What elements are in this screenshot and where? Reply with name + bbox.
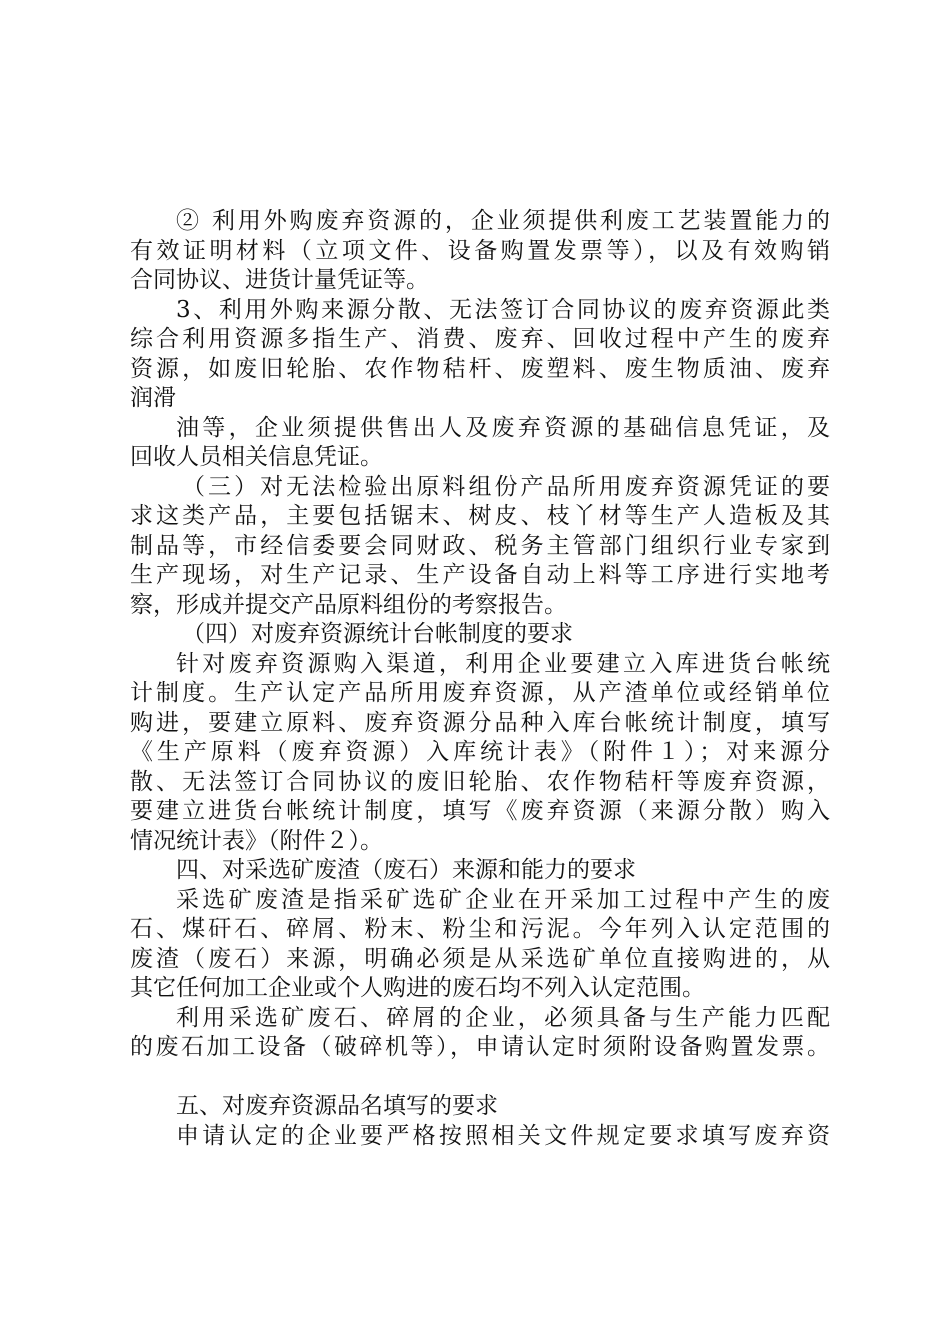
paragraph-line: 的废石加工设备（破碎机等），申请认定时须附设备购置发票。 bbox=[130, 1034, 830, 1060]
paragraph-line: 资源，如废旧轮胎、农作物秸杆、废塑料、废生物质油、废弃 bbox=[130, 355, 830, 382]
paragraph-line: 《生产原料（废弃资源）入库统计表》（附件１）；对来源分 bbox=[130, 739, 830, 765]
paragraph-line: 针对废弃资源购入渠道，利用企业要建立入库进货台帐统 bbox=[176, 650, 830, 677]
paragraph-line: 采选矿废渣是指采矿选矿企业在开采加工过程中产生的废 bbox=[176, 886, 830, 913]
section-heading: 四、对采选矿废渣（废石）来源和能力的要求 bbox=[176, 857, 636, 883]
paragraph-line: 购进，要建立原料、废弃资源分品种入库台帐统计制度，填写 bbox=[130, 709, 830, 736]
paragraph-line: 察，形成并提交产品原料组份的考察报告。 bbox=[130, 591, 567, 618]
paragraph-line: 废渣（废石）来源，明确必须是从采选矿单位直接购进的，从 bbox=[130, 945, 830, 972]
paragraph-line: 生产现场，对生产记录、生产设备自动上料等工序进行实地考 bbox=[130, 562, 830, 588]
blank-line bbox=[130, 1063, 830, 1093]
paragraph-line: 石、煤矸石、碎屑、粉末、粉尘和污泥。今年列入认定范围的 bbox=[130, 916, 830, 942]
paragraph-line: 综合利用资源多指生产、消费、废弃、回收过程中产生的废弃 bbox=[130, 326, 830, 352]
document-body bbox=[130, 207, 830, 1151]
paragraph-line: 回收人员相关信息凭证。 bbox=[130, 444, 383, 470]
paragraph-line: 申请认定的企业要严格按照相关文件规定要求填写废弃资 bbox=[176, 1122, 830, 1149]
paragraph-line: 润滑 bbox=[130, 385, 176, 411]
paragraph-line: 散、无法签订合同协议的废旧轮胎、农作物秸杆等废弃资源， bbox=[130, 768, 830, 795]
paragraph-line: 制品等，市经信委要会同财政、税务主管部门组织行业专家到 bbox=[130, 532, 830, 559]
section-heading: （四）对废弃资源统计台帐制度的要求 bbox=[182, 621, 573, 647]
paragraph-line: 计制度。生产认定产品所用废弃资源，从产渣单位或经销单位 bbox=[130, 680, 830, 706]
paragraph-line: 求这类产品，主要包括锯末、树皮、枝丫材等生产人造板及其 bbox=[130, 503, 830, 529]
paragraph-line: 其它任何加工企业或个人购进的废石均不列入认定范围。 bbox=[130, 975, 705, 1001]
paragraph-line: 合同协议、进货计量凭证等。 bbox=[130, 267, 429, 293]
paragraph-line: 利用采选矿废石、碎屑的企业，必须具备与生产能力匹配 bbox=[176, 1004, 830, 1031]
paragraph-line: 要建立进货台帐统计制度，填写《废弃资源（来源分散）购入 bbox=[130, 798, 830, 824]
section-heading: 五、对废弃资源品名填写的要求 bbox=[176, 1093, 498, 1119]
paragraph-line: 有效证明材料（立项文件、设备购置发票等），以及有效购销 bbox=[130, 237, 830, 264]
paragraph-line: ② 利用外购废弃资源的，企业须提供利废工艺装置能力的 bbox=[176, 208, 830, 234]
paragraph-line: 3、利用外购来源分散、无法签订合同协议的废弃资源此类 bbox=[176, 296, 830, 323]
paragraph-line: 情况统计表》（附件２）。 bbox=[130, 827, 383, 854]
section-heading: （三）对无法检验出原料组份产品所用废弃资源凭证的要 bbox=[182, 473, 830, 500]
paragraph-line: 油等，企业须提供售出人及废弃资源的基础信息凭证，及 bbox=[176, 414, 830, 441]
